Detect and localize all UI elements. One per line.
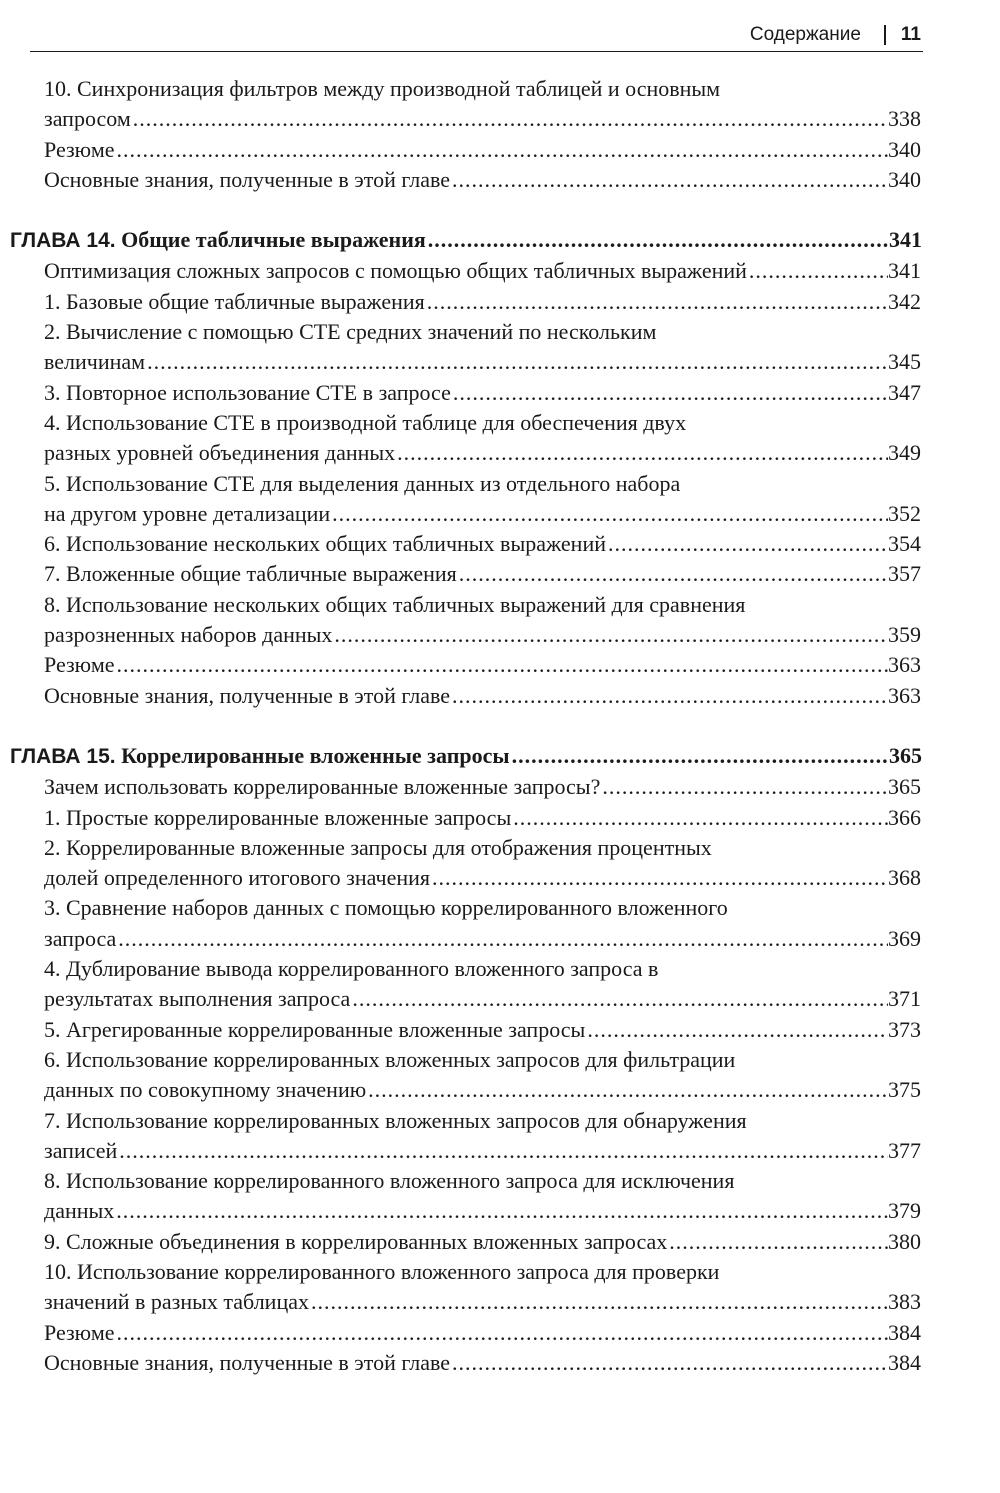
chapter-label: ГЛАВА 15. (10, 744, 116, 768)
toc-entry-line: 5. Агрегированные коррелированные вложенные запросы (44, 1016, 586, 1042)
toc-entry-leader (44, 924, 921, 954)
toc-page-number: 366 (888, 804, 921, 830)
toc-entry-leader (44, 1015, 921, 1045)
dot-leader (117, 1136, 888, 1166)
toc-page-number: 375 (888, 1077, 921, 1103)
toc-entry-line: 8. Использование коррелированного вложенного запроса для исключения (44, 1168, 735, 1194)
dot-leader (511, 803, 888, 833)
toc-entry-leader (44, 529, 921, 559)
chapter-leader (10, 225, 922, 256)
toc-entry-line: на другом уровне детализации (44, 500, 331, 526)
toc-page-number: 369 (888, 925, 921, 951)
dot-leader (131, 104, 888, 134)
toc-entry-leader (44, 1196, 921, 1226)
dot-leader (450, 1348, 888, 1378)
dot-leader (457, 559, 888, 589)
dot-leader (667, 1227, 888, 1257)
toc-entry-line: Оптимизация сложных запросов с помощью общих табличных выражений (44, 258, 747, 284)
toc-page-number: 379 (888, 1198, 921, 1224)
toc-entry[interactable] (44, 681, 921, 711)
toc-entry-line: данных (44, 1198, 115, 1224)
chapter-heading-15[interactable] (10, 741, 922, 772)
chapter-leader (10, 741, 922, 772)
toc-entry-leader (44, 772, 921, 802)
dot-leader (114, 1196, 888, 1226)
toc-entry-line: 2. Вычисление с помощью СТЕ средних значений по нескольким (44, 319, 657, 345)
dot-leader (425, 287, 888, 317)
toc-page-number: 352 (888, 500, 921, 526)
toc-entry[interactable] (44, 74, 921, 135)
toc-entry-line: разрозненных наборов данных (44, 622, 333, 648)
header-section-title: Содержание (749, 24, 861, 45)
toc-entry-line: 8. Использование нескольких общих табличных выражений для сравнения (44, 591, 746, 617)
dot-leader (116, 924, 888, 954)
toc-page-number: 365 (888, 774, 921, 800)
toc-entry-line: величинам (44, 349, 146, 375)
toc-entry[interactable] (44, 833, 921, 894)
toc-entry[interactable] (44, 135, 921, 165)
toc-page-number: 373 (888, 1016, 921, 1042)
chapter-heading-text (10, 225, 426, 256)
toc-entry-leader (44, 1075, 921, 1105)
toc-entry-line: 5. Использование СТЕ для выделения данных из отдельного набора (44, 470, 681, 496)
dot-leader (450, 165, 888, 195)
toc-entry[interactable] (44, 408, 921, 469)
section-gap (0, 195, 1000, 225)
toc-entry-leader (44, 620, 921, 650)
toc-page-number: 340 (888, 166, 921, 192)
toc-entry[interactable] (44, 1166, 921, 1227)
toc-page-number: 340 (888, 136, 921, 162)
toc-entry[interactable] (44, 1257, 921, 1318)
toc-entry-line: 1. Базовые общие табличные выражения (44, 288, 425, 314)
toc-entry-leader (44, 1287, 921, 1317)
toc-entry-leader (44, 165, 921, 195)
header-separator (884, 25, 886, 45)
toc-entry-leader (44, 650, 921, 680)
toc-entry[interactable] (44, 954, 921, 1015)
toc-page-number: 345 (888, 349, 921, 375)
dot-leader (606, 529, 888, 559)
section-gap (0, 711, 1000, 741)
chapter-title: Коррелированные вложенные запросы (121, 742, 510, 768)
dot-leader (350, 984, 888, 1014)
dot-leader (600, 772, 888, 802)
toc-page-number: 349 (888, 440, 921, 466)
toc-entry[interactable] (44, 893, 921, 954)
dot-leader (426, 225, 889, 255)
toc-entry-line: 3. Сравнение наборов данных с помощью коррелированного вложенного (44, 895, 728, 921)
toc-entry[interactable] (44, 1106, 921, 1167)
toc-entry[interactable] (44, 1348, 921, 1378)
toc-entry-leader (44, 559, 921, 589)
toc-entry-line: разных уровней объединения данных (44, 440, 396, 466)
toc-entry[interactable] (44, 803, 921, 833)
toc-entry-line: 3. Повторное использование СТЕ в запросе (44, 379, 451, 405)
toc-page-number: 338 (888, 106, 921, 132)
toc-page-number: 363 (888, 682, 921, 708)
chapter-heading-14[interactable] (10, 225, 922, 256)
toc-page-number: 383 (888, 1289, 921, 1315)
toc-entry-leader (44, 1348, 921, 1378)
page-header (30, 18, 923, 52)
toc-page-number: 371 (888, 986, 921, 1012)
toc-entry-line: Основные знания, полученные в этой главе (44, 1349, 451, 1375)
toc-entry-leader (44, 984, 921, 1014)
dot-leader (366, 1075, 888, 1105)
dot-leader (330, 499, 888, 529)
dot-leader (332, 620, 888, 650)
toc-page-number: 384 (888, 1349, 921, 1375)
toc-entry-line: 1. Простые коррелированные вложенные запросы (44, 804, 512, 830)
toc-entry-line: Зачем использовать коррелированные вложенные запросы? (44, 774, 601, 800)
toc-page-number: 384 (888, 1319, 921, 1345)
toc-entry[interactable] (44, 559, 921, 589)
dot-leader (451, 378, 888, 408)
dot-leader (450, 681, 888, 711)
chapter-title: Общие табличные выражения (121, 227, 426, 253)
toc-entry-line: Резюме (44, 652, 115, 678)
toc-entry-line: 4. Дублирование вывода коррелированного вложенного запроса в (44, 956, 659, 982)
dot-leader (430, 863, 888, 893)
toc-entry-line: 7. Использование коррелированных вложенных запросов для обнаружения (44, 1107, 747, 1133)
toc-entry-line: данных по совокупному значению (44, 1077, 367, 1103)
toc-entry-line: Основные знания, полученные в этой главе (44, 682, 451, 708)
toc-entry-leader (44, 135, 921, 165)
toc-page-number: 347 (888, 379, 921, 405)
dot-leader (585, 1015, 888, 1045)
toc-page-number: 359 (888, 622, 921, 648)
toc-entry-leader (44, 1318, 921, 1348)
toc-entry[interactable] (44, 1227, 921, 1257)
chapter-label: ГЛАВА 14. (10, 229, 116, 253)
dot-leader (115, 650, 888, 680)
dot-leader (747, 256, 888, 286)
toc-page-number: 368 (888, 865, 921, 891)
toc-entry-line: записей (44, 1137, 118, 1163)
toc-entry-leader (44, 863, 921, 893)
toc-entry-line: 4. Использование СТЕ в производной таблице для обеспечения двух (44, 409, 687, 435)
toc-entry-leader (44, 1136, 921, 1166)
header-right (750, 24, 921, 46)
toc-entry-leader (44, 256, 921, 286)
dot-leader (510, 741, 889, 771)
toc-entry[interactable] (44, 469, 921, 530)
toc-entry[interactable] (44, 165, 921, 195)
toc-entry-leader (44, 287, 921, 317)
toc-entry[interactable] (44, 256, 921, 286)
chapter-heading-text (10, 741, 510, 772)
toc-entry[interactable] (44, 529, 921, 559)
toc-entry-line: 7. Вложенные общие табличные выражения (44, 561, 457, 587)
toc-entry-leader (44, 681, 921, 711)
toc-entry-line: Основные знания, полученные в этой главе (44, 166, 451, 192)
header-page-number: 11 (900, 24, 921, 45)
toc-entry-leader (44, 499, 921, 529)
toc-entry-leader (44, 347, 921, 377)
toc-entry-line: Резюме (44, 1319, 115, 1345)
dot-leader (395, 438, 888, 468)
table-of-contents (0, 74, 1000, 1378)
dot-leader (115, 135, 888, 165)
chapter-page-number: 365 (889, 742, 922, 768)
toc-page-number: 377 (888, 1137, 921, 1163)
toc-entry-leader (44, 1227, 921, 1257)
dot-leader (145, 347, 888, 377)
toc-entry[interactable] (44, 378, 921, 408)
toc-entry-line: 6. Использование коррелированных вложенных запросов для фильтрации (44, 1046, 736, 1072)
toc-entry[interactable] (44, 650, 921, 680)
toc-entry-line: запросом (44, 106, 131, 132)
toc-entry-line: Резюме (44, 136, 115, 162)
chapter-page-number: 341 (889, 227, 922, 253)
toc-page-number: 363 (888, 652, 921, 678)
toc-entry-line: значений в разных таблицах (44, 1289, 309, 1315)
toc-entry-line: 10. Использование коррелированного вложенного запроса для проверки (44, 1258, 720, 1284)
toc-entry-line: 6. Использование нескольких общих табличных выражений (44, 531, 606, 557)
toc-entry[interactable] (44, 287, 921, 317)
toc-entry-leader (44, 803, 921, 833)
toc-entry-leader (44, 104, 921, 134)
toc-entry[interactable] (44, 772, 921, 802)
toc-entry[interactable] (44, 590, 921, 651)
toc-entry[interactable] (44, 317, 921, 378)
dot-leader (309, 1287, 888, 1317)
dot-leader (115, 1318, 888, 1348)
toc-entry-line: запроса (44, 925, 117, 951)
toc-entry-line: 2. Коррелированные вложенные запросы для отображения процентных (44, 834, 712, 860)
toc-entry[interactable] (44, 1318, 921, 1348)
toc-page-number: 354 (888, 531, 921, 557)
toc-entry-line: 10. Синхронизация фильтров между производной таблицей и основным (44, 76, 721, 101)
toc-entry[interactable] (44, 1045, 921, 1106)
toc-entry[interactable] (44, 1015, 921, 1045)
toc-entry-leader (44, 438, 921, 468)
toc-entry-leader (44, 378, 921, 408)
toc-entry-line: результатах выполнения запроса (44, 986, 351, 1012)
toc-page-number: 380 (888, 1228, 921, 1254)
toc-entry-line: долей определенного итогового значения (44, 865, 431, 891)
toc-page-number: 357 (888, 561, 921, 587)
toc-page-number: 342 (888, 288, 921, 314)
toc-entry-line: 9. Сложные объединения в коррелированных вложенных запросах (44, 1228, 668, 1254)
toc-page-number: 341 (888, 258, 921, 284)
